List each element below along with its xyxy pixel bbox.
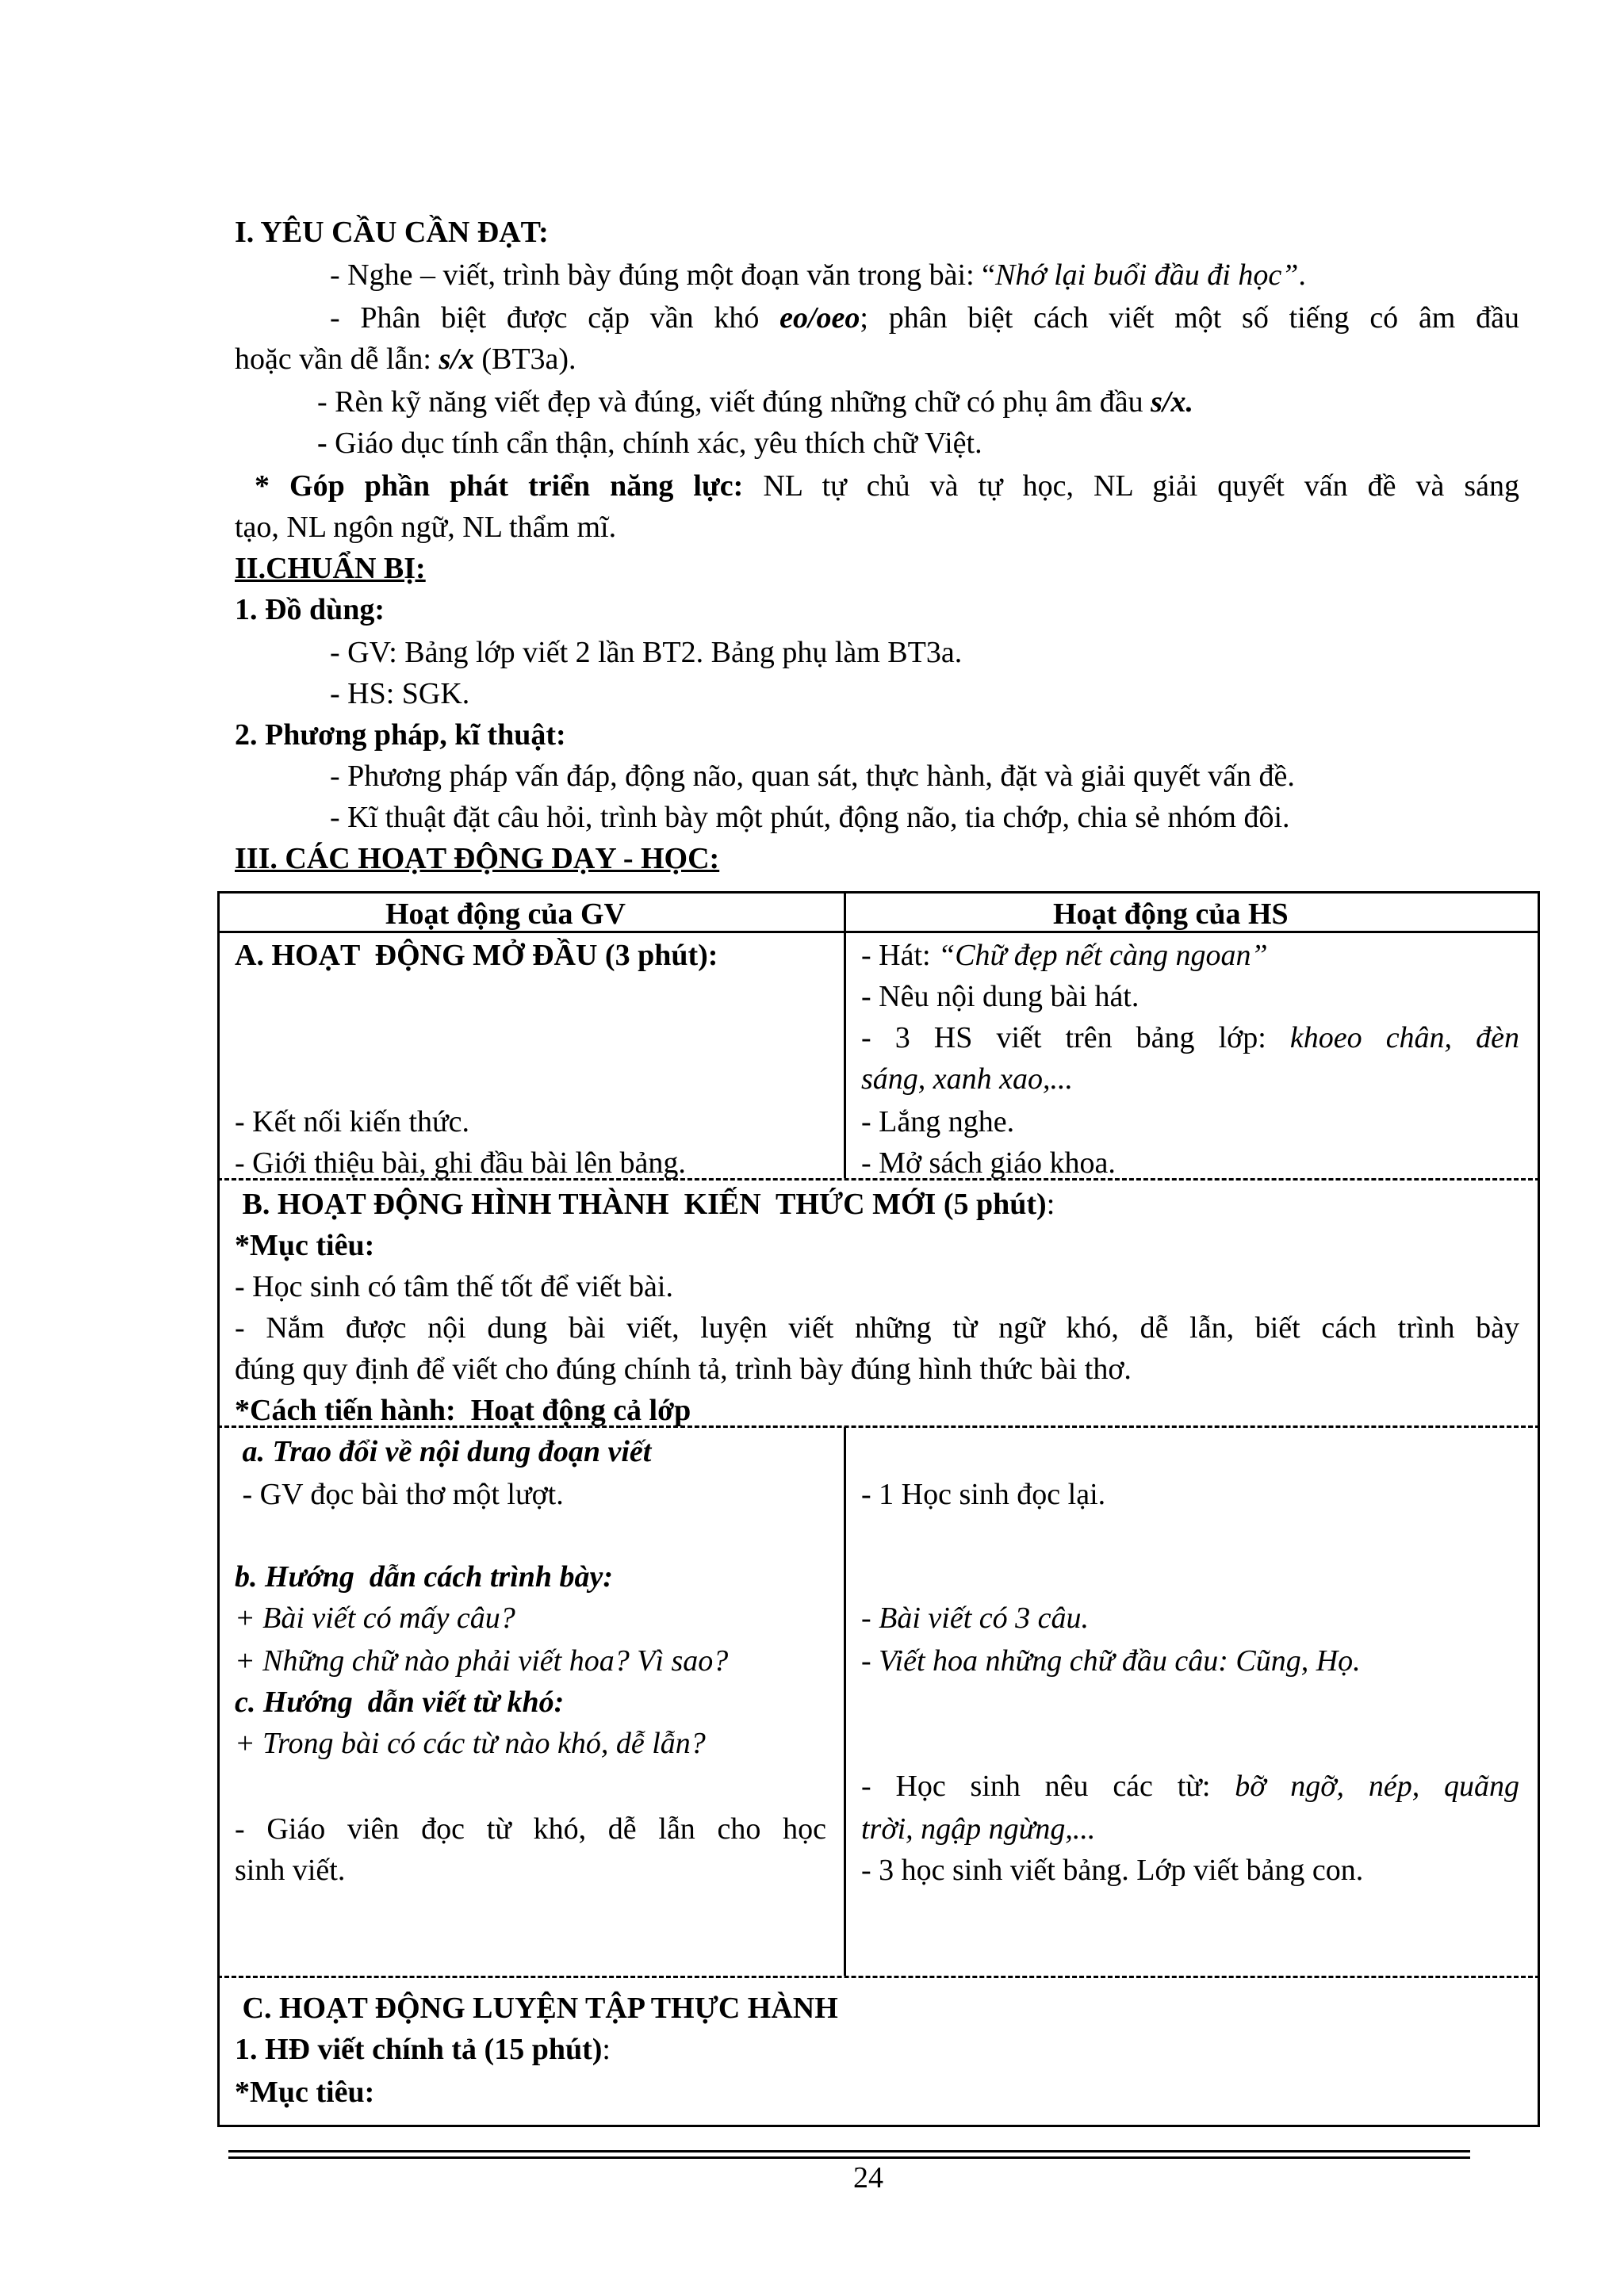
activity-c-subtitle: 1. HĐ viết chính tả (15 phút): bbox=[235, 2033, 611, 2066]
section-title-requirements: I. YÊU CẦU CẦN ĐẠT: bbox=[235, 216, 549, 249]
table-header-divider bbox=[217, 931, 1540, 933]
table-border-right bbox=[1538, 891, 1540, 2126]
activity-b-question-2: + Những chữ nào phải viết hoa? Vì sao? bbox=[235, 1644, 729, 1678]
activity-b-hs-answer-1: - Bài viết có 3 câu. bbox=[861, 1601, 1090, 1635]
table-column-divider-a bbox=[844, 891, 846, 1178]
activity-b-hs-words-1: - Học sinh nêu các từ: bỡ ngỡ, nép, quãng bbox=[861, 1770, 1519, 1803]
table-divider-b-c bbox=[217, 1976, 1540, 1978]
requirement-line-4: - Rèn kỹ năng viết đẹp và đúng, viết đúng những chữ có phụ âm đầu s/x. bbox=[317, 385, 1194, 419]
activity-b-gv-words-1: - Giáo viên đọc từ khó, dễ lẫn cho học bbox=[235, 1812, 826, 1846]
competence-line-2: tạo, NL ngôn ngữ, NL thẩm mĩ. bbox=[235, 511, 617, 544]
activity-a-gv-2: - Giới thiệu bài, ghi đầu bài lên bảng. bbox=[235, 1146, 686, 1180]
competence-line-1: * Góp phần phát triển năng lực: NL tự chủ và tự học, NL giải quyết vấn đề và sáng bbox=[235, 469, 1520, 503]
activity-b-hs-words-3: - 3 học sinh viết bảng. Lớp viết bảng con. bbox=[861, 1854, 1364, 1887]
activity-b-title: B. HOẠT ĐỘNG HÌNH THÀNH KIẾN THỨC MỚI (5 phút): bbox=[235, 1188, 1055, 1221]
requirement-line-5: - Giáo dục tính cẩn thận, chính xác, yêu thích chữ Việt. bbox=[317, 427, 982, 460]
activity-b-step-b: b. Hướng dẫn cách trình bày: bbox=[235, 1560, 614, 1594]
activity-b-gv-read: - GV đọc bài thơ một lượt. bbox=[235, 1478, 564, 1511]
activity-b-step-c: c. Hướng dẫn viết từ khó: bbox=[235, 1686, 565, 1719]
activity-b-gv-words-2: sinh viết. bbox=[235, 1854, 346, 1887]
activity-b-hs-read: - 1 Học sinh đọc lại. bbox=[861, 1478, 1106, 1511]
table-border-left bbox=[217, 891, 220, 2126]
activity-b-procedure: *Cách tiến hành: Hoạt động cả lớp bbox=[235, 1394, 691, 1427]
activity-a-title: A. HOẠT ĐỘNG MỞ ĐẦU (3 phút): bbox=[235, 939, 718, 972]
activity-c-title: C. HOẠT ĐỘNG LUYỆN TẬP THỰC HÀNH bbox=[235, 1992, 838, 2025]
activity-a-hs-2: - Nêu nội dung bài hát. bbox=[861, 980, 1139, 1013]
activity-a-hs-1: - Hát: “Chữ đẹp nết càng ngoan” bbox=[861, 939, 1268, 972]
section-title-activities: III. CÁC HOẠT ĐỘNG DẠY - HỌC: bbox=[235, 842, 720, 875]
table-border-top bbox=[217, 891, 1540, 894]
section-title-preparation: II.CHUẨN BỊ: bbox=[235, 552, 426, 585]
table-border-bottom bbox=[217, 2125, 1540, 2127]
methods-line: - Phương pháp vấn đáp, động não, quan sát, thực hành, đặt và giải quyết vấn đề. bbox=[330, 760, 1295, 793]
activity-b-goal-3: đúng quy định để viết cho đúng chính tả, trình bày đúng hình thức bài thơ. bbox=[235, 1353, 1132, 1386]
activity-b-step-a: a. Trao đổi về nội dung đoạn viết bbox=[235, 1435, 652, 1468]
activity-a-hs-6: - Mở sách giáo khoa. bbox=[861, 1146, 1116, 1180]
activity-a-hs-3: - 3 HS viết trên bảng lớp: khoeo chân, đèn bbox=[861, 1021, 1520, 1054]
table-header-gv: Hoạt động của GV bbox=[385, 897, 626, 931]
activity-a-hs-4: sáng, xanh xao,... bbox=[861, 1062, 1074, 1096]
requirement-line-2: - Phân biệt được cặp vần khó eo/oeo; phân biệt cách viết một số tiếng có âm đầu bbox=[330, 301, 1519, 335]
requirement-line-1: - Nghe – viết, trình bày đúng một đoạn văn trong bài: “Nhớ lại buổi đầu đi học”. bbox=[330, 258, 1306, 292]
activity-b-hs-words-2: trời, ngập ngừng,... bbox=[861, 1812, 1096, 1846]
techniques-line: - Kĩ thuật đặt câu hỏi, trình bày một phút, động não, tia chớp, chia sẻ nhóm đôi. bbox=[330, 801, 1290, 834]
activity-a-gv-1: - Kết nối kiến thức. bbox=[235, 1105, 470, 1138]
footer-rule-bottom bbox=[228, 2156, 1470, 2159]
materials-hs: - HS: SGK. bbox=[330, 677, 470, 710]
activity-c-goals-label: *Mục tiêu: bbox=[235, 2076, 375, 2109]
activity-b-goals-label: *Mục tiêu: bbox=[235, 1229, 375, 1262]
requirement-line-3: hoặc vần dễ lẫn: s/x (BT3a). bbox=[235, 342, 576, 376]
activity-b-question-3: + Trong bài có các từ nào khó, dễ lẫn? bbox=[235, 1727, 706, 1760]
footer-rule-top bbox=[228, 2150, 1470, 2152]
subsection-methods: 2. Phương pháp, kĩ thuật: bbox=[235, 718, 566, 752]
activity-a-hs-5: - Lắng nghe. bbox=[861, 1105, 1015, 1138]
table-column-divider-b bbox=[844, 1427, 846, 1976]
activity-b-goal-1: - Học sinh có tâm thế tốt để viết bài. bbox=[235, 1270, 673, 1303]
page-number: 24 bbox=[853, 2161, 883, 2195]
table-header-hs: Hoạt động của HS bbox=[1053, 897, 1289, 931]
activity-b-goal-2: - Nắm được nội dung bài viết, luyện viết những từ ngữ khó, dễ lẫn, biết cách trình bày bbox=[235, 1311, 1519, 1345]
materials-gv: - GV: Bảng lớp viết 2 lần BT2. Bảng phụ làm BT3a. bbox=[330, 636, 963, 669]
subsection-materials: 1. Đồ dùng: bbox=[235, 593, 385, 626]
activity-b-hs-answer-2: - Viết hoa những chữ đầu câu: Cũng, Họ. bbox=[861, 1644, 1361, 1678]
activity-b-question-1: + Bài viết có mấy câu? bbox=[235, 1601, 515, 1635]
